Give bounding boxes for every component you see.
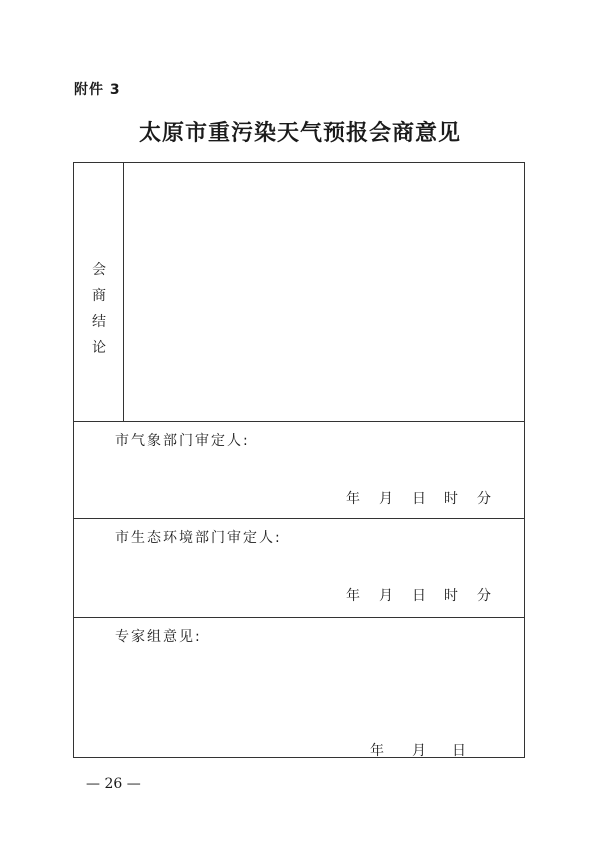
page-title: 太原市重污染天气预报会商意见: [138, 120, 461, 146]
ecology-date-line: [346, 585, 492, 605]
consultation-form: [73, 162, 525, 758]
date-hour-unit: 时: [444, 491, 459, 507]
meteorology-approval-row: [74, 422, 524, 519]
meteorology-date-line: [346, 488, 492, 508]
conclusion-label-char: 商: [92, 288, 106, 304]
ecology-approver-label: 市生态环境部门审定人:: [115, 530, 282, 546]
date-year-unit: 年: [370, 743, 385, 759]
conclusion-row: [74, 163, 524, 422]
date-month-unit: 月: [412, 743, 427, 759]
conclusion-label-char: 结: [92, 314, 106, 330]
date-day-unit: 日: [412, 491, 427, 507]
date-day-unit: 日: [412, 588, 427, 604]
attachment-label: 附件 3: [74, 82, 121, 98]
meteorology-approver-label: 市气象部门审定人:: [115, 433, 250, 449]
conclusion-label-char: 论: [92, 340, 106, 356]
date-month-unit: 月: [379, 491, 394, 507]
date-month-unit: 月: [379, 588, 394, 604]
ecology-approval-row: [74, 519, 524, 618]
conclusion-label: [74, 257, 124, 361]
date-hour-unit: 时: [444, 588, 459, 604]
conclusion-label-char: 会: [92, 262, 106, 278]
expert-opinion-row: [74, 618, 524, 759]
conclusion-content-field[interactable]: [124, 163, 524, 421]
page-number: — 26 —: [86, 776, 141, 792]
date-minute-unit: 分: [477, 491, 492, 507]
conclusion-label-cell: [74, 163, 124, 421]
date-year-unit: 年: [346, 588, 361, 604]
expert-opinion-label: 专家组意见:: [115, 629, 202, 645]
date-year-unit: 年: [346, 491, 361, 507]
date-minute-unit: 分: [477, 588, 492, 604]
expert-date-line: [370, 740, 467, 760]
date-day-unit: 日: [452, 743, 467, 759]
